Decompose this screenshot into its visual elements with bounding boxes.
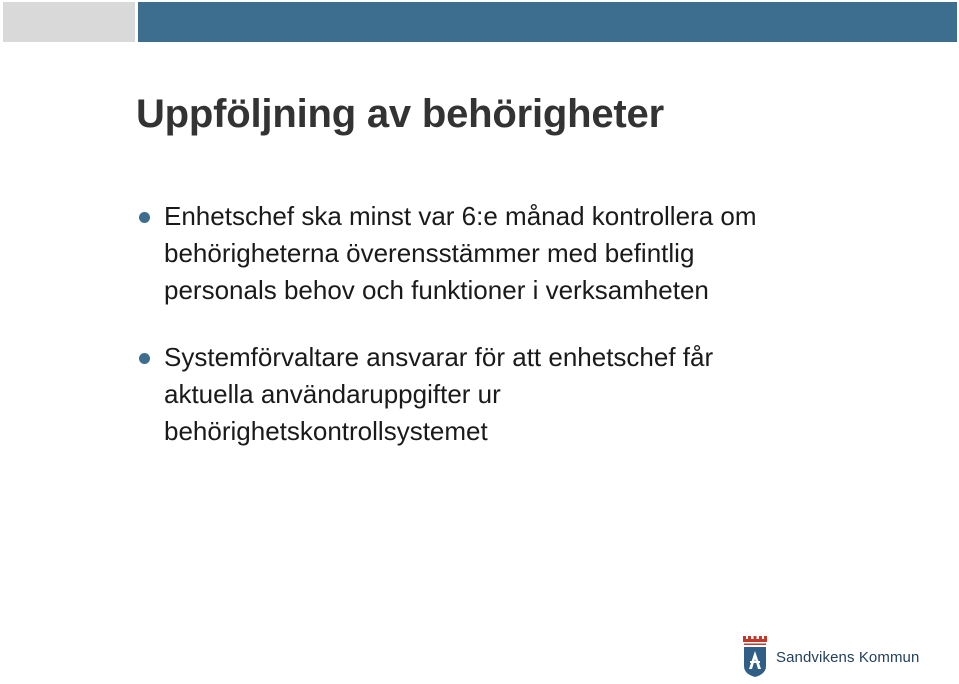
bullet-dot-icon [139,353,150,364]
bullet-line: personals behov och funktioner i verksamheten [164,275,709,305]
bullet-list [136,198,896,450]
bullet-dot-icon [139,212,150,223]
logo-text: Sandvikens Kommun [776,648,920,666]
municipal-crest-icon [742,636,768,678]
bullet-item-system-admin-responsibility [136,339,896,450]
bullet-line: Enhetschef ska minst var 6:e månad kontrollera om [164,201,757,231]
bullet-line: behörighetskontrollsystemet [164,416,488,446]
bullet-line: aktuella användaruppgifter ur [164,379,501,409]
header-blue-bar [138,2,957,42]
bullet-line: behörigheterna överensstämmer med befintlig [164,238,695,268]
header-grey-block [3,2,135,42]
slide-title: Uppföljning av behörigheter [136,92,664,136]
bullet-item-review-frequency [136,198,896,309]
bullet-line: Systemförvaltare ansvarar för att enhetschef får [164,342,714,372]
sandvikens-kommun-logo [742,636,919,678]
